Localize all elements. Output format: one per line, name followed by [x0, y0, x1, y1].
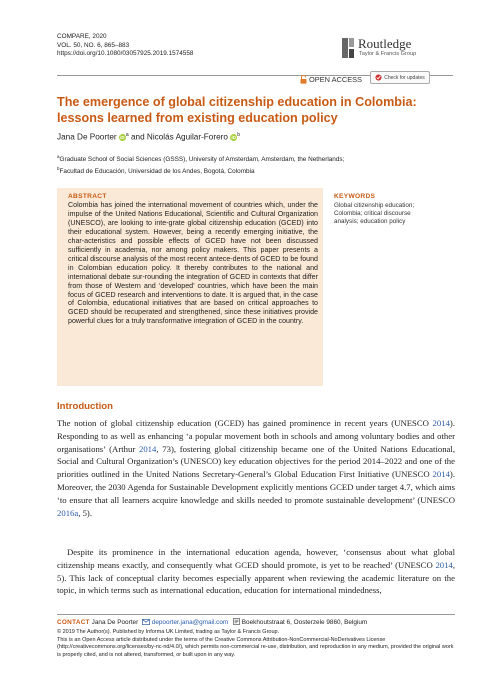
contact-email-link[interactable]: depoorter.jana@gmail.com [151, 619, 229, 626]
citation-link[interactable]: 2014 [432, 469, 450, 480]
article-title: The emergence of global citizenship education in Colombia: lessons learned from existing education policy [57, 95, 417, 125]
contact-line [57, 618, 367, 626]
footer-divider [57, 614, 455, 615]
section-heading-introduction: Introduction [57, 401, 113, 412]
contact-label: CONTACT [57, 619, 90, 626]
journal-info [57, 33, 193, 59]
address-icon [233, 618, 240, 625]
affiliation-b-text: Facultad de Educación, Universidad de los Andes, Bogotá, Colombia [59, 167, 255, 175]
refresh-icon [375, 74, 382, 81]
citation-link[interactable]: 2014 [138, 443, 157, 454]
keywords-text: Global citizenship education; Colombia; critical discourse analysis; education policy [334, 202, 415, 226]
citation-link[interactable]: 2014 [432, 418, 450, 428]
license-text [57, 629, 457, 660]
text-run: , 5). This lack of conceptual clarity becomes especially apparent when reviewing the academic literature on the topic, in which terms such as international education, education for international mindedness, [57, 559, 455, 596]
journal-doi[interactable]: https://doi.org/10.1080/03057925.2019.1574558 [57, 50, 194, 58]
journal-name: COMPARE, 2020 [57, 33, 107, 40]
open-access-badge [300, 75, 362, 84]
body-paragraph-1 [57, 417, 455, 519]
orcid-icon[interactable]: iD [231, 134, 236, 140]
author-1: Jana De Poorter [57, 132, 117, 142]
email-icon [142, 619, 150, 625]
check-for-updates-button[interactable] [370, 71, 430, 84]
affiliation-a-marker: a [57, 154, 60, 159]
author-2: Nicolás Aguilar-Forero [146, 132, 228, 142]
open-access-label: OPEN ACCESS [309, 75, 362, 84]
text-run: , 73), fostering global citizenship became one of the United Nations Educational, Social and Cultural Organization’s (UNESCO) key education objectives for the period 2014–2022 and one of the priorities outlined in the United Nations Secretary-General’s Global Education First Initiative (UNESCO [57, 443, 455, 480]
text-run: The notion of global citizenship education (GCED) has gained prominence in recent years (UNESCO [57, 418, 433, 428]
abstract-heading: ABSTRACT [68, 193, 107, 200]
open-lock-icon [300, 75, 307, 84]
affiliation-b [57, 165, 344, 177]
publisher-logo [341, 37, 453, 61]
citation-link[interactable]: 2016a [57, 507, 79, 518]
abstract-text: Colombia has joined the international movement of countries which, under the impulse of the United Nations Educational, Scientific and Cultural Organization (UNESCO), are looking to inte-grate global citizenship education (GCED) into their educational system. However, being a recently emerging initiative, the char-acteristics and possible effects of GCED have not been discussed sufficiently in academia, nor among policy makers. This paper presents a critical discourse analysis of the most recent antece-dents of GCED to be found in Colombian education policy. It thereby contributes to the national and international debate sur-rounding the integration of GCED in contexts that differ from those of Western and ‘developed’ countries, which have been the main focus of GCED research and interventions to date. It is argued that, in the case of Colombia, educational initiatives that are based on critical approaches to GCED should be recuperated and strengthened, since these initiatives provide powerful clues for a truly transformative integration of GCED in the country. [68, 201, 318, 326]
keywords-heading: KEYWORDS [334, 193, 376, 200]
contact-name: Jana De Poorter [91, 619, 139, 626]
publisher-group: Taylor & Francis Group [359, 51, 417, 57]
affiliations [57, 153, 344, 177]
text-run: ). Moreover, the 2030 Agenda for Sustainable Development explicitly mentions GCED under target 4.7, which aims ‘to ensure that all learners acquire knowledge and skills needed to promote sustainable development’ (UNESCO [57, 469, 455, 505]
text-run: Despite its prominence in the international education agenda, however, ‘consensus about what global citizenship means exactly, and consequently what GCED should promote, is yet to be reached’ (UNESCO [57, 547, 455, 570]
journal-volume: VOL. 50, NO. 6, 865–883 [57, 41, 130, 49]
author-1-affiliation: a [125, 132, 129, 138]
affiliation-b-marker: b [57, 165, 60, 171]
license-body: This is an Open Access article distributed under the terms of the Creative Commons Attribution-NonCommercial-NoDerivatives License (http://creativecommons.org/licenses/by-nc-nd/4.0/), which permits non-commercial re-use, distribution, and reproduction in any medium, provided the original work is properly cited, and is not altered, transformed, or built upon in any way. [57, 636, 454, 659]
copyright-line: © 2019 The Author(s). Published by Informa UK Limited, trading as Taylor & Francis Group. [57, 629, 280, 635]
author-conjunction: and [130, 132, 145, 142]
orcid-icon[interactable]: iD [120, 134, 125, 140]
body-paragraph-2 [57, 546, 455, 597]
author-2-affiliation: b [237, 132, 240, 138]
publisher-name: Routledge [358, 36, 412, 51]
author-line [57, 132, 240, 142]
routledge-logo-icon [341, 37, 355, 59]
affiliation-a [57, 153, 344, 165]
text-run: , 5). [78, 507, 92, 518]
contact-address: Boekhoutstraat 6, Oosterzele 9860, Belgium [241, 619, 368, 626]
check-updates-label: Check for updates [384, 74, 425, 81]
text-run: ). Responding to as well as enhancing ‘a popular movement both in schools and among voluntary bodies and other organisations’ (Arthur [57, 418, 455, 454]
citation-link[interactable]: 2014 [435, 559, 453, 570]
affiliation-a-text: Graduate School of Social Sciences (GSSS), University of Amsterdam, Amsterdam, the Netherlands; [59, 156, 345, 164]
